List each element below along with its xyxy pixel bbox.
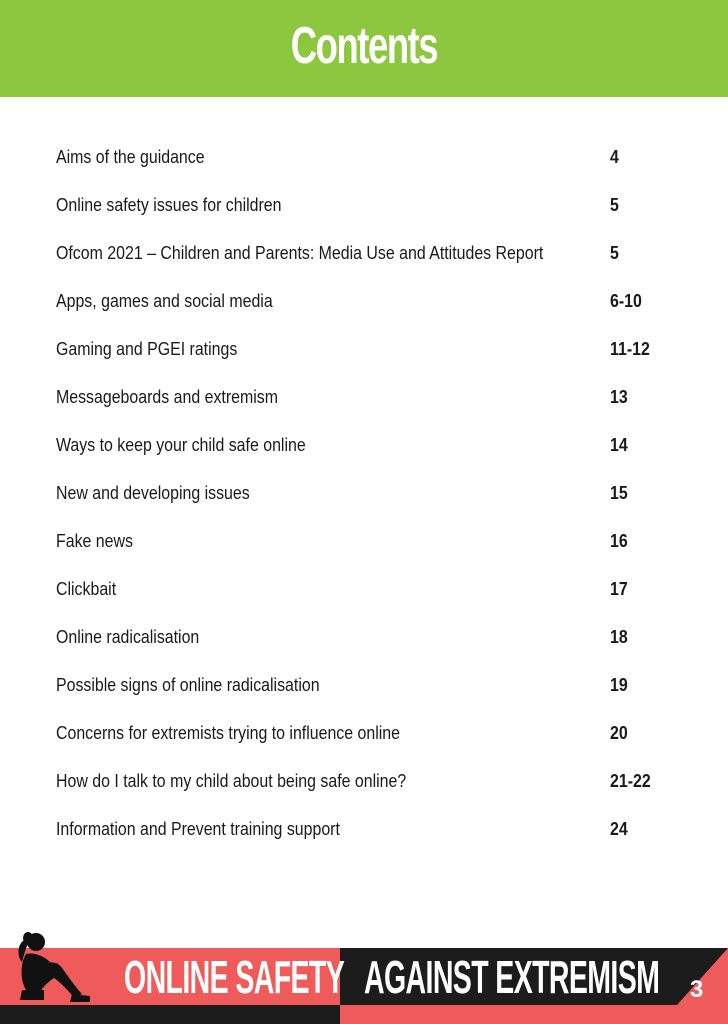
footer-right-text: AGAINST EXTREMISM bbox=[364, 951, 660, 1003]
toc-page: 15 bbox=[610, 482, 628, 503]
toc-title: Ofcom 2021 – Children and Parents: Media Use and Attitudes Report bbox=[56, 242, 544, 263]
toc-page: 20 bbox=[610, 722, 628, 743]
toc-title: Fake news bbox=[56, 530, 133, 551]
toc-page: 14 bbox=[610, 434, 628, 455]
toc-title: Online radicalisation bbox=[56, 626, 200, 647]
toc-row[interactable] bbox=[0, 276, 728, 324]
toc-page: 6-10 bbox=[610, 290, 642, 311]
toc-title: Messageboards and extremism bbox=[56, 386, 278, 407]
header-bar bbox=[0, 0, 728, 97]
toc-page: 11-12 bbox=[610, 338, 650, 359]
footer-left-text: ONLINE SAFETY bbox=[124, 951, 345, 1003]
toc-page: 21-22 bbox=[610, 770, 651, 791]
toc-title: Possible signs of online radicalisation bbox=[56, 674, 320, 695]
toc-page: 13 bbox=[610, 386, 628, 407]
toc-row[interactable] bbox=[0, 564, 728, 612]
toc-row[interactable] bbox=[0, 228, 728, 276]
toc-title: Online safety issues for children bbox=[56, 194, 282, 215]
toc-row[interactable] bbox=[0, 372, 728, 420]
toc-page: 5 bbox=[610, 242, 619, 263]
toc-title: Clickbait bbox=[56, 578, 117, 599]
toc-row[interactable] bbox=[0, 420, 728, 468]
toc-title: New and developing issues bbox=[56, 482, 250, 503]
footer-banner bbox=[0, 948, 728, 1024]
toc-title: Apps, games and social media bbox=[56, 290, 273, 311]
page-title: Contents bbox=[290, 17, 438, 75]
toc-row[interactable] bbox=[0, 468, 728, 516]
toc-row[interactable] bbox=[0, 756, 728, 804]
toc-title: Aims of the guidance bbox=[56, 146, 205, 167]
toc-row[interactable] bbox=[0, 804, 728, 852]
toc-row[interactable] bbox=[0, 516, 728, 564]
toc-row[interactable] bbox=[0, 180, 728, 228]
toc-title: How do I talk to my child about being safe online? bbox=[56, 770, 407, 791]
toc-title: Information and Prevent training support bbox=[56, 818, 340, 839]
toc-row[interactable] bbox=[0, 660, 728, 708]
toc-row[interactable] bbox=[0, 708, 728, 756]
toc-page: 18 bbox=[610, 626, 628, 647]
toc-row[interactable] bbox=[0, 324, 728, 372]
toc-page: 16 bbox=[610, 530, 628, 551]
toc-page: 24 bbox=[610, 818, 628, 839]
toc-page: 17 bbox=[610, 578, 628, 599]
page-number: 3 bbox=[690, 976, 704, 1003]
toc-title: Gaming and PGEI ratings bbox=[56, 338, 238, 359]
toc-page: 19 bbox=[610, 674, 628, 695]
toc-title: Ways to keep your child safe online bbox=[56, 434, 306, 455]
toc-page: 4 bbox=[610, 146, 619, 167]
child-silhouette-icon bbox=[10, 928, 94, 1012]
toc-row[interactable] bbox=[0, 612, 728, 660]
toc-page: 5 bbox=[610, 194, 619, 215]
toc-row[interactable] bbox=[0, 132, 728, 180]
toc-title: Concerns for extremists trying to influence online bbox=[56, 722, 400, 743]
